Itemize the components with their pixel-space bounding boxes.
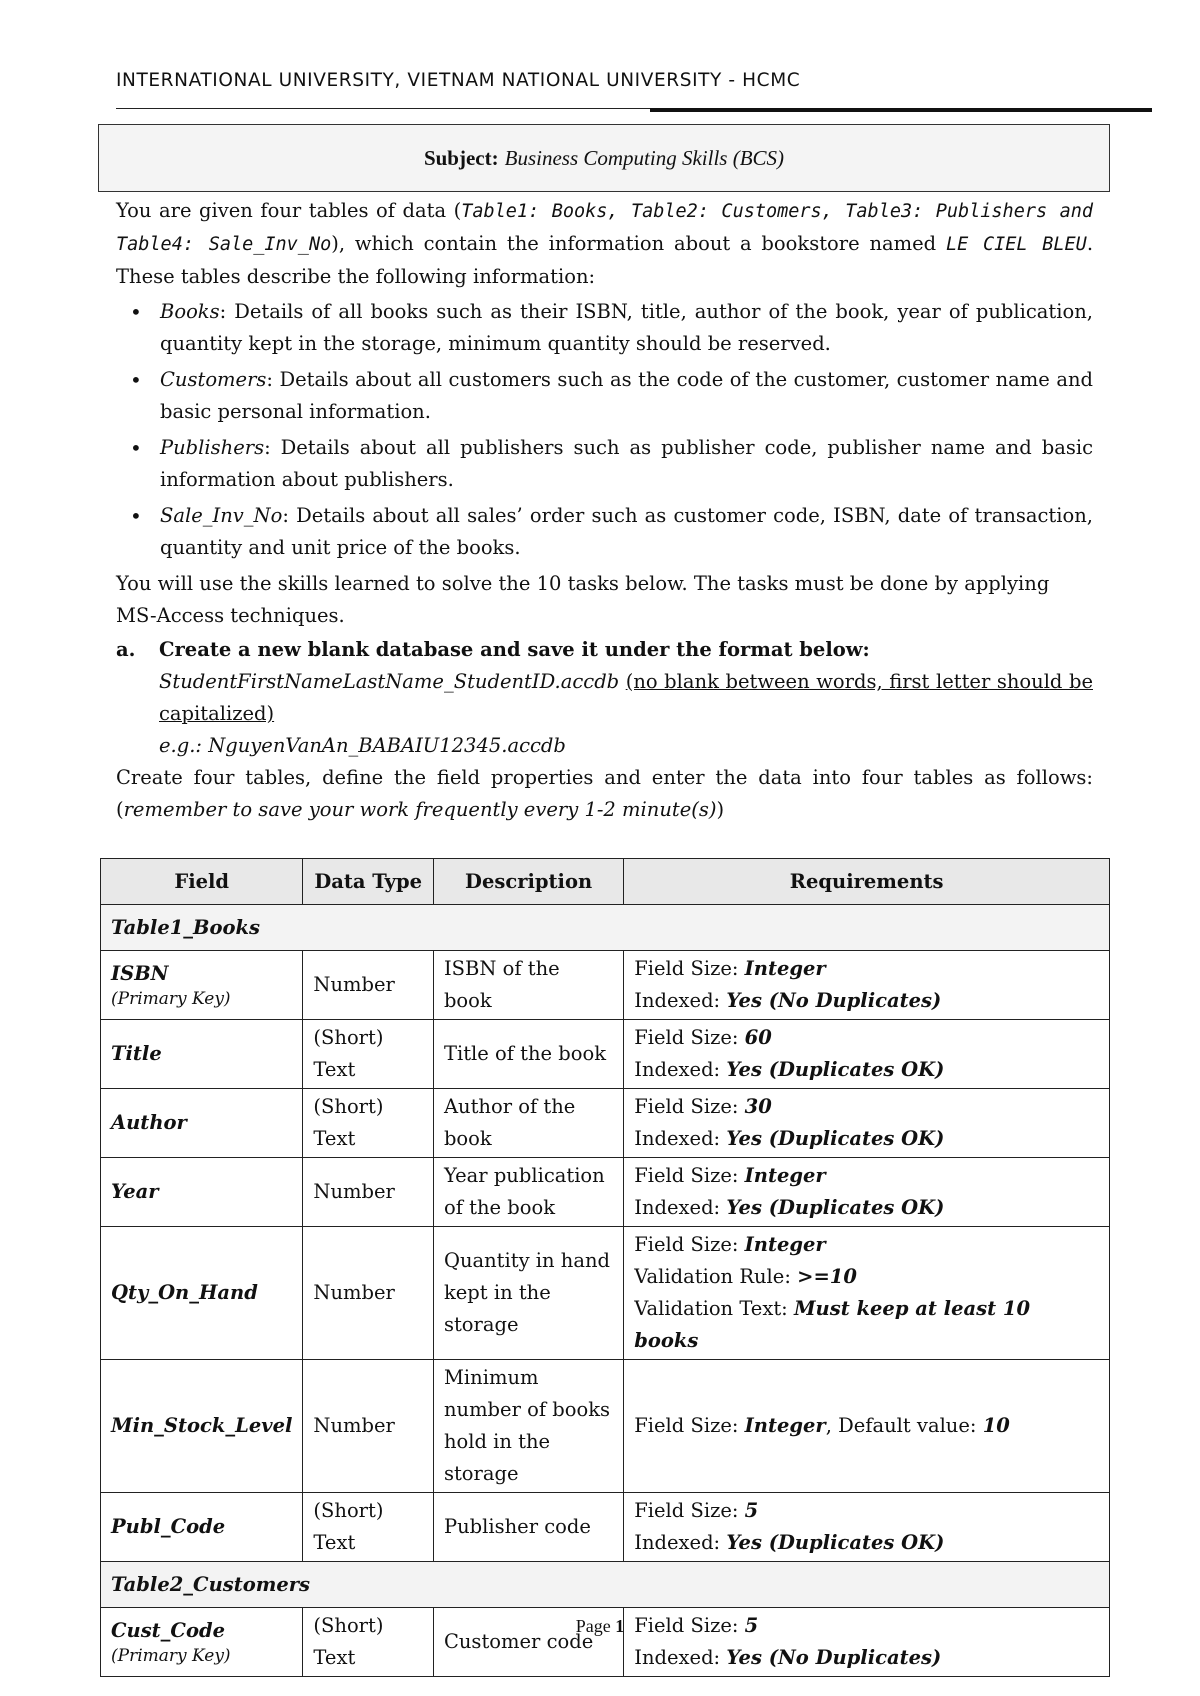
field-cell: [101, 1227, 303, 1360]
list-item-term: Sale_Inv_No: [160, 504, 283, 527]
requirements-cell: [624, 1158, 1110, 1227]
intro-text: ), which contain the information about a bookstore named: [331, 232, 946, 255]
requirement-line: [634, 1229, 1099, 1261]
table-header-row: [101, 859, 1110, 905]
requirement-value: Yes (Duplicates OK): [726, 1531, 945, 1554]
requirement-key: Field Size:: [634, 1614, 745, 1637]
requirement-key: Indexed:: [634, 1196, 727, 1219]
requirement-line: [634, 1527, 1099, 1559]
table-row: [101, 1360, 1110, 1493]
requirement-line: [634, 985, 1099, 1017]
requirement-value: Integer: [744, 1414, 826, 1437]
requirement-line: [634, 1160, 1099, 1192]
requirement-key: Indexed:: [634, 1531, 727, 1554]
description-cell: ISBN of the book: [433, 951, 623, 1020]
description-cell: Title of the book: [433, 1020, 623, 1089]
requirement-key: Validation Rule:: [634, 1265, 798, 1288]
column-header: Field: [101, 859, 303, 905]
requirement-key: , Default value:: [825, 1414, 983, 1437]
requirement-value: Yes (No Duplicates): [726, 989, 942, 1012]
requirement-value: 30: [744, 1095, 772, 1118]
field-name: ISBN: [111, 962, 169, 985]
requirement-value: Integer: [744, 1233, 826, 1256]
requirements-cell: [624, 1020, 1110, 1089]
requirements-cell: [624, 951, 1110, 1020]
requirement-value: Integer: [744, 1164, 826, 1187]
field-name: Author: [111, 1111, 187, 1134]
page-label: Page: [575, 1616, 611, 1636]
description-cell: Customer code: [433, 1608, 623, 1677]
requirement-line: [634, 1410, 1099, 1442]
requirement-value: Yes (No Duplicates): [726, 1646, 942, 1669]
create-tables-paragraph: [116, 762, 1093, 826]
list-item: [116, 364, 1093, 428]
list-item-term: Books: [160, 300, 220, 323]
intro-table-list: Table1: Books, Table2: Customers, Table3: Publishers and Table4: Sale_Inv_No: [116, 201, 1093, 255]
header-divider-thick: [650, 108, 1152, 112]
requirement-value: 60: [744, 1026, 772, 1049]
table-row: [101, 1020, 1110, 1089]
filename-pattern: StudentFirstNameLastName_StudentID.accdb: [159, 670, 620, 693]
requirement-line: [634, 1261, 1099, 1293]
requirement-key: Field Size:: [634, 1499, 745, 1522]
create-tables-text: ): [716, 798, 725, 821]
data-type-cell: (Short) Text: [303, 1020, 434, 1089]
requirement-value: 5: [744, 1499, 759, 1522]
list-item: [116, 500, 1093, 564]
list-item-text: : Details of all books such as their ISBN, title, author of the book, year of publication, quantity kept in the storage, minimum quantity should be reserved.: [160, 300, 1093, 355]
field-name: Publ_Code: [111, 1515, 226, 1538]
requirement-key: Field Size:: [634, 1233, 745, 1256]
section-row: [101, 1562, 1110, 1608]
field-name: Cust_Code: [111, 1619, 226, 1642]
requirement-line: [634, 953, 1099, 985]
requirement-line: [634, 1123, 1099, 1155]
instructions-paragraph: You will use the skills learned to solve the 10 tasks below. The tasks must be done by applying MS-Access techniques.: [116, 572, 1050, 627]
list-item-term: Publishers: [160, 436, 265, 459]
requirement-value: Yes (Duplicates OK): [726, 1196, 945, 1219]
intro-paragraph: [116, 195, 1093, 293]
requirement-value: >=10: [797, 1265, 857, 1288]
data-type-cell: Number: [303, 1158, 434, 1227]
requirement-key: Field Size:: [634, 1414, 745, 1437]
list-item-term: Customers: [160, 368, 267, 391]
data-type-cell: (Short) Text: [303, 1608, 434, 1677]
primary-key-note: (Primary Key): [111, 989, 231, 1009]
table-row: [101, 1227, 1110, 1360]
requirement-line: [634, 1091, 1099, 1123]
field-name: Year: [111, 1180, 159, 1203]
requirement-key: Indexed:: [634, 1646, 727, 1669]
table-descriptions-list: [116, 296, 1093, 564]
requirement-key: Indexed:: [634, 1058, 727, 1081]
page-header: INTERNATIONAL UNIVERSITY, VIETNAM NATIONAL UNIVERSITY - HCMC: [116, 70, 801, 91]
list-item: [116, 296, 1093, 360]
requirement-key: Indexed:: [634, 989, 727, 1012]
intro-text: . These tables describe the following information:: [116, 232, 1094, 288]
table-row: [101, 951, 1110, 1020]
data-type-cell: Number: [303, 1360, 434, 1493]
description-cell: Author of the book: [433, 1089, 623, 1158]
requirement-value: Integer: [744, 957, 826, 980]
requirement-line: [634, 1022, 1099, 1054]
task-letter: a.: [116, 638, 136, 661]
table-row: [101, 1493, 1110, 1562]
requirement-value: 10: [982, 1414, 1010, 1437]
requirement-key: Field Size:: [634, 957, 745, 980]
filename-format: [116, 666, 1093, 730]
requirement-value: 5: [744, 1614, 759, 1637]
requirement-line: [634, 1495, 1099, 1527]
requirement-line: [634, 1293, 1099, 1357]
list-item-text: : Details about all sales’ order such as customer code, ISBN, date of transaction, quantity and unit price of the books.: [160, 504, 1093, 559]
description-cell: Quantity in hand kept in the storage: [433, 1227, 623, 1360]
section-title: Table2_Customers: [101, 1562, 1110, 1608]
filename-example: [116, 730, 1093, 762]
description-cell: Year publication of the book: [433, 1158, 623, 1227]
section-row: [101, 905, 1110, 951]
field-cell: [101, 951, 303, 1020]
field-spec-table: [100, 858, 1110, 1677]
section-title: Table1_Books: [101, 905, 1110, 951]
requirement-line: [634, 1192, 1099, 1224]
table-row: [101, 1158, 1110, 1227]
column-header: Description: [433, 859, 623, 905]
requirement-value: Yes (Duplicates OK): [726, 1127, 945, 1150]
requirement-value: Must keep at least 10 books: [634, 1297, 1031, 1352]
task-title: Create a new blank database and save it under the format below:: [159, 638, 870, 661]
data-type-cell: Number: [303, 1227, 434, 1360]
data-type-cell: (Short) Text: [303, 1493, 434, 1562]
requirement-line: [634, 1054, 1099, 1086]
field-name: Qty_On_Hand: [111, 1281, 258, 1304]
data-type-cell: (Short) Text: [303, 1089, 434, 1158]
field-cell: [101, 1089, 303, 1158]
requirement-key: Indexed:: [634, 1127, 727, 1150]
subject-value: Business Computing Skills (BCS): [504, 145, 785, 170]
requirements-cell: [624, 1089, 1110, 1158]
data-type-cell: Number: [303, 951, 434, 1020]
document-body: [116, 195, 1093, 826]
description-cell: Minimum number of books hold in the storage: [433, 1360, 623, 1493]
requirement-key: Field Size:: [634, 1095, 745, 1118]
requirements-cell: [624, 1360, 1110, 1493]
task-a: [116, 634, 1093, 666]
requirement-key: Validation Text:: [634, 1297, 794, 1320]
store-name: LE CIEL BLEU: [945, 234, 1087, 255]
list-item-text: : Details about all publishers such as publisher code, publisher name and basic information about publishers.: [160, 436, 1093, 491]
description-cell: Publisher code: [433, 1493, 623, 1562]
requirement-key: Field Size:: [634, 1164, 745, 1187]
subject-label: Subject:: [423, 145, 499, 170]
requirements-cell: [624, 1493, 1110, 1562]
field-name: Title: [111, 1042, 162, 1065]
column-header: Data Type: [303, 859, 434, 905]
list-item-text: : Details about all customers such as the code of the customer, customer name and basic personal information.: [160, 368, 1093, 423]
table-row: [101, 1089, 1110, 1158]
field-cell: [101, 1158, 303, 1227]
subject-box: [98, 124, 1110, 192]
save-reminder: remember to save your work frequently every 1-2 minute(s): [123, 798, 717, 821]
requirement-value: Yes (Duplicates OK): [726, 1058, 945, 1081]
field-name: Min_Stock_Level: [111, 1414, 293, 1437]
filename-example-text: e.g.: NguyenVanAn_BABAIU12345.accdb: [159, 734, 566, 757]
column-header: Requirements: [624, 859, 1110, 905]
requirements-cell: [624, 1227, 1110, 1360]
list-item: [116, 432, 1093, 496]
requirement-line: [634, 1642, 1099, 1674]
intro-text: You are given four tables of data (: [116, 199, 462, 222]
create-tables-text: Create four tables, define the field properties and enter the data into four tables as follows: (: [116, 766, 1093, 821]
page-footer: [0, 1616, 1200, 1637]
field-cell: [101, 1360, 303, 1493]
filename-note: (no blank between words, first letter should be capitalized): [159, 670, 1093, 725]
requirement-key: Field Size:: [634, 1026, 745, 1049]
field-cell: [101, 1020, 303, 1089]
page-number: 1: [615, 1616, 625, 1636]
field-cell: [101, 1493, 303, 1562]
primary-key-note: (Primary Key): [111, 1646, 231, 1666]
